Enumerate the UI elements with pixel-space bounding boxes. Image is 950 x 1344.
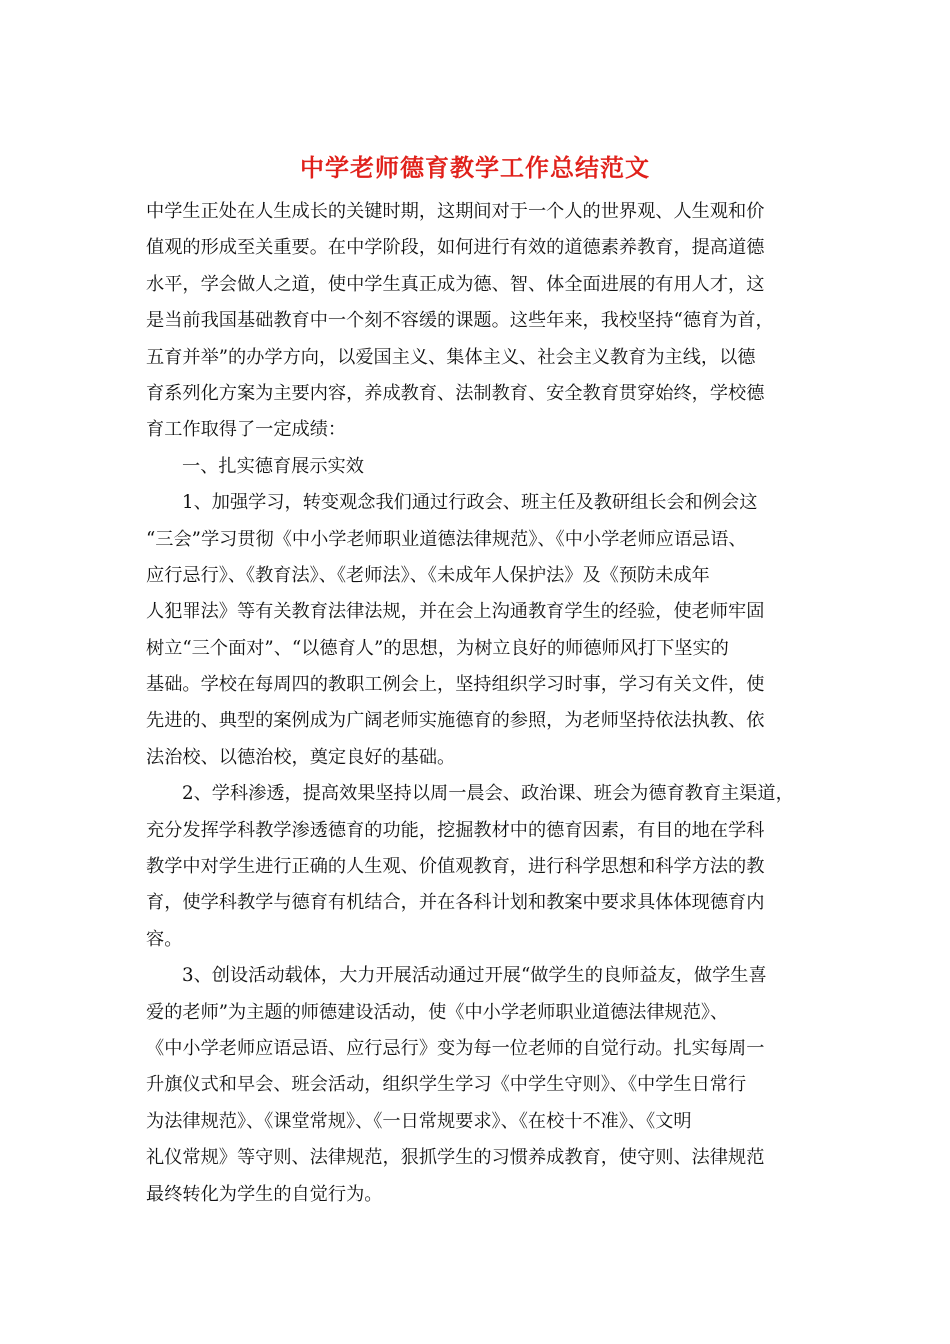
text-line: 人犯罪法》等有关教育法律法规，并在会上沟通教育学生的经验，使老师牢固 [146,601,765,623]
text-line: 礼仪常规》等守则、法律规范，狠抓学生的习惯养成教育，使守则、法律规范 [146,1147,765,1169]
document-title: 中学老师德育教学工作总结范文 [300,153,650,182]
text-line: 1、加强学习，转变观念我们通过行政会、班主任及教研组长会和例会这 [182,492,758,514]
text-line: 升旗仪式和早会、班会活动，组织学生学习《中学生守则》、《中学生日常行 [146,1074,747,1096]
text-line: 最终转化为学生的自觉行为。 [146,1183,383,1205]
text-line: 育系列化方案为主要内容，养成教育、法制教育、安全教育贯穿始终，学校德 [146,382,765,404]
document-body [146,194,818,1213]
text-line: “三会”学习贯彻《中小学老师职业道德法律规范》、《中小学老师应语忌语、 [146,528,747,550]
text-line: 容。 [146,928,183,950]
text-line: 中学生正处在人生成长的关键时期，这期间对于一个人的世界观、人生观和价 [146,201,765,222]
text-line: 一、扎实德育展示实效 [182,455,364,477]
paragraph [146,194,818,449]
text-line: 应行忌行》、《教育法》、《老师法》、《未成年人保护法》及《预防未成年 [146,564,710,586]
paragraph [146,776,818,958]
text-line: 是当前我国基础教育中一个刻不容缓的课题。这些年来，我校坚持“德育为首， [146,310,774,332]
text-line: 树立“三个面对”、“以德育人”的思想，为树立良好的师德师风打下坚实的 [146,637,729,659]
text-line: 法治校、以德治校，奠定良好的基础。 [146,746,456,768]
text-line: 育，使学科教学与德育有机结合，并在各科计划和教案中要求具体体现德育内 [146,892,765,914]
text-line: 2、学科渗透，提高效果坚持以周一晨会、政治课、班会为德育教育主渠道， [182,783,794,805]
text-line: 值观的形成至关重要。在中学阶段，如何进行有效的道德素养教育，提高道德 [146,237,765,259]
text-line: 育工作取得了一定成绩： [146,419,347,441]
paragraph [146,485,818,776]
text-line: 基础。学校在每周四的教职工例会上，坚持组织学习时事，学习有关文件，使 [146,674,765,696]
text-line: 五育并举”的办学方向，以爱国主义、集体主义、社会主义教育为主线，以德 [146,346,756,368]
paragraph [146,449,818,485]
text-line: 为法律规范》、《课堂常规》、《一日常规要求》、《在校十不准》、《文明 [146,1110,692,1132]
text-line: 水平，学会做人之道，使中学生真正成为德、智、体全面进展的有用人才，这 [146,273,765,295]
paragraph [146,958,818,1213]
text-line: 充分发挥学科教学渗透德育的功能，挖掘教材中的德育因素，有目的地在学科 [146,819,765,841]
text-line: 《中小学老师应语忌语、应行忌行》变为每一位老师的自觉行动。扎实每周一 [146,1037,765,1059]
text-line: 先进的、典型的案例成为广阔老师实施德育的参照，为老师坚持依法执教、依 [146,710,765,732]
text-line: 3、创设活动载体，大力开展活动通过开展“做学生的良师益友，做学生喜 [182,965,767,987]
text-line: 教学中对学生进行正确的人生观、价值观教育，进行科学思想和科学方法的教 [146,856,765,878]
text-line: 爱的老师”为主题的师德建设活动，使《中小学老师职业道德法律规范》、 [146,1001,729,1023]
